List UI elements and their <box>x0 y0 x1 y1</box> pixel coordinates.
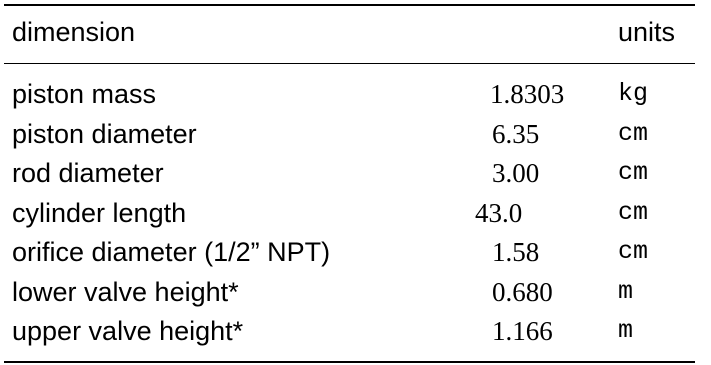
unit-cell: kg <box>618 79 649 108</box>
dimension-cell: orifice diameter (1/2” NPT) <box>12 237 331 267</box>
table-header-rule <box>4 63 695 64</box>
value-cell: 43.0 <box>475 197 523 228</box>
unit-cell: cm <box>618 237 649 266</box>
unit-cell: m <box>618 276 634 306</box>
table-top-rule <box>4 4 695 6</box>
dimension-cell: rod diameter <box>12 158 164 188</box>
value-cell: 3.00 <box>492 158 540 188</box>
value-cell: 1.166 <box>492 316 553 346</box>
table-row <box>0 193 711 233</box>
table-row <box>0 153 711 193</box>
table-row <box>0 272 711 312</box>
table-row <box>0 114 711 154</box>
dimension-cell: piston diameter <box>12 118 197 149</box>
unit-cell: cm <box>618 197 649 227</box>
unit-cell: cm <box>618 118 649 148</box>
dimension-cell: lower valve height* <box>12 276 239 307</box>
table-row <box>0 232 711 272</box>
dimension-cell: upper valve height* <box>12 316 244 346</box>
dimension-cell: cylinder length <box>12 197 187 228</box>
table-row <box>0 74 711 114</box>
table-row <box>0 311 711 351</box>
dimension-cell: piston mass <box>12 79 157 109</box>
table-body <box>0 74 711 351</box>
column-header-dimension: dimension <box>12 17 136 47</box>
value-cell: 6.35 <box>492 118 540 149</box>
unit-cell: cm <box>618 158 649 187</box>
table-bottom-rule <box>4 361 695 363</box>
value-cell: 0.680 <box>492 276 553 307</box>
unit-cell: m <box>618 316 634 345</box>
value-cell: 1.58 <box>492 237 540 267</box>
column-header-units: units <box>618 17 676 47</box>
value-cell: 1.8303 <box>490 79 565 109</box>
